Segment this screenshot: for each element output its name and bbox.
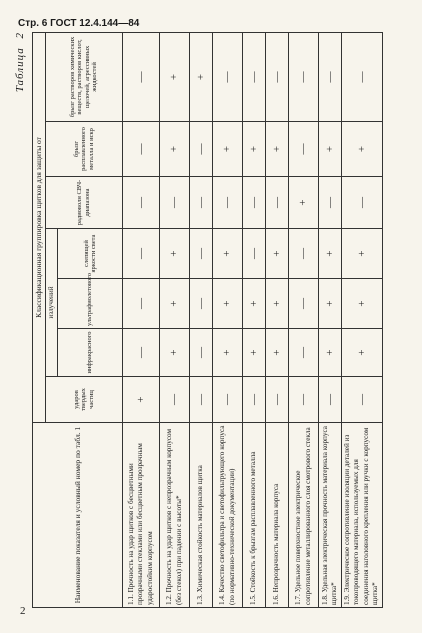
cell-value: —: [123, 177, 160, 229]
cell-value: —: [190, 229, 213, 279]
header-col-molten-metal: брызг расплавленного металла и искр: [45, 122, 122, 177]
cell-value: +: [266, 279, 289, 329]
table-row: [319, 32, 342, 607]
cell-value: +: [342, 229, 382, 279]
table-row: [289, 32, 319, 607]
cell-value: —: [243, 177, 266, 229]
table-row: [266, 32, 289, 607]
table-row: [190, 32, 213, 607]
cell-value: —: [266, 32, 289, 121]
cell-value: +: [160, 279, 190, 329]
cell-value: —: [243, 32, 266, 121]
table-row: [342, 32, 382, 607]
cell-value: —: [289, 32, 319, 121]
cell-value: —: [342, 377, 382, 423]
cell-value: +: [213, 279, 243, 329]
cell-value: —: [160, 377, 190, 423]
cell-value: —: [213, 177, 243, 229]
cell-value: +: [243, 122, 266, 177]
cell-value: —: [213, 32, 243, 121]
row-name: 1.5. Стойкость к брызгам расплавленного металла: [243, 423, 266, 608]
cell-value: —: [213, 377, 243, 423]
row-name: 1.4. Качество светофильтра и светофильтрующего корпуса (по нормативно-технической документации): [213, 423, 243, 608]
header-parameter-name: Наименование показателя и условный номер по табл. 1: [33, 423, 123, 608]
cell-value: —: [190, 377, 213, 423]
table-row: [213, 32, 243, 607]
cell-value: +: [319, 279, 342, 329]
page-header: Стр. 6 ГОСТ 12.4.144—84: [18, 18, 140, 29]
cell-value: +: [319, 229, 342, 279]
cell-value: —: [289, 122, 319, 177]
cell-value: —: [289, 229, 319, 279]
cell-value: +: [123, 377, 160, 423]
cell-value: +: [213, 329, 243, 377]
row-name: 1.6. Непрозрачность материала корпуса: [266, 423, 289, 608]
cell-value: —: [266, 177, 289, 229]
cell-value: —: [319, 377, 342, 423]
header-col-microwave: радиоволн СВЧ-диапазона: [45, 177, 122, 229]
row-name: 1.8. Удельная электрическая прочность материала корпуса щитка*: [319, 423, 342, 608]
cell-value: +: [342, 122, 382, 177]
header-col-ultraviolet: ультрафиолетового: [58, 279, 123, 329]
rotated-table-block: [14, 33, 422, 608]
cell-value: +: [319, 122, 342, 177]
table-row: [160, 32, 190, 607]
cell-value: +: [266, 329, 289, 377]
cell-value: +: [243, 329, 266, 377]
cell-value: +: [243, 279, 266, 329]
cell-value: +: [160, 32, 190, 121]
cell-value: —: [319, 32, 342, 121]
cell-value: +: [190, 32, 213, 121]
table-caption-number: 2: [14, 33, 26, 39]
row-name: 1.7. Удельное поверхностное электрическое сопротивление металлированного слоя смотрового стекла: [289, 423, 319, 608]
cell-value: —: [289, 377, 319, 423]
header-radiation-group: излучений: [45, 229, 57, 377]
row-name: 1.9. Электрическое сопротивление изоляции деталей из токопроводящего материала, используемых для соединения наголовного крепления или ручки с корпусом щитка*: [342, 423, 382, 608]
cell-value: +: [213, 122, 243, 177]
cell-value: —: [243, 229, 266, 279]
cell-value: —: [289, 329, 319, 377]
cell-value: +: [319, 329, 342, 377]
table-row: [123, 32, 160, 607]
cell-value: +: [266, 229, 289, 279]
cell-value: —: [123, 122, 160, 177]
cell-value: +: [342, 329, 382, 377]
cell-value: —: [123, 329, 160, 377]
header-col-impact: ударов твердых частиц: [45, 377, 122, 423]
header-col-glare: слепящей яркости света: [58, 229, 123, 279]
header-col-infrared: инфракрасного: [58, 329, 123, 377]
classification-table: [32, 32, 383, 608]
row-name: 1.3. Химическая стойкость материалов щитка: [190, 423, 213, 608]
cell-value: —: [289, 279, 319, 329]
cell-value: —: [190, 177, 213, 229]
cell-value: —: [342, 32, 382, 121]
cell-value: +: [160, 229, 190, 279]
cell-value: —: [243, 377, 266, 423]
cell-value: —: [342, 177, 382, 229]
cell-value: —: [123, 229, 160, 279]
table-caption: [14, 33, 30, 608]
cell-value: —: [319, 177, 342, 229]
row-name: 1.2. Прочность на удар щитков с непрозрачным корпусом (без стекол) при падении с высоты*: [160, 423, 190, 608]
table-caption-label: Таблица: [14, 47, 26, 93]
cell-value: +: [213, 229, 243, 279]
cell-value: —: [160, 177, 190, 229]
cell-value: +: [160, 122, 190, 177]
header-classification: Классификационная группировка щитков для защиты от: [33, 32, 46, 422]
header-col-chemical: брызг растворов химических веществ, растворов кислот, щелочей, агрессивных жидкостей: [45, 32, 122, 121]
cell-value: —: [190, 279, 213, 329]
cell-value: —: [266, 377, 289, 423]
cell-value: +: [342, 279, 382, 329]
cell-value: —: [190, 122, 213, 177]
cell-value: +: [289, 177, 319, 229]
row-name: 1.1. Прочность на удар щитков с бесцветными прозрачными стеклами или бесцветным прозрачным ударостойким корпусом: [123, 423, 160, 608]
corner-page-mark: 2: [20, 605, 26, 617]
cell-value: —: [123, 279, 160, 329]
cell-value: +: [266, 122, 289, 177]
cell-value: —: [190, 329, 213, 377]
cell-value: +: [160, 329, 190, 377]
cell-value: —: [123, 32, 160, 121]
table-row: [243, 32, 266, 607]
